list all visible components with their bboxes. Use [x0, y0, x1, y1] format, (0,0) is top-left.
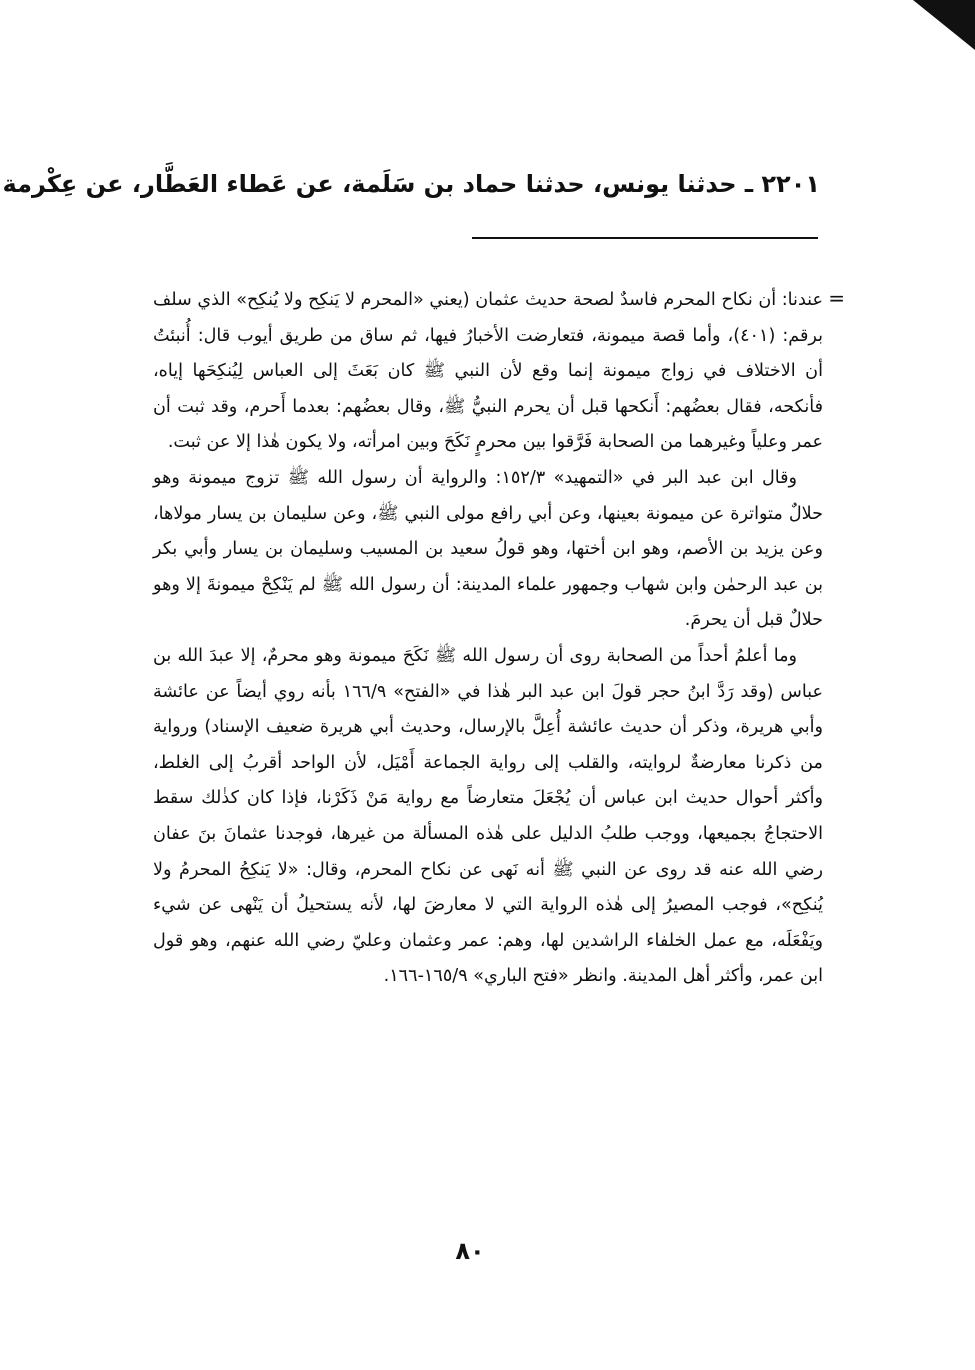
footnote-paragraph-3: وما أعلمُ أحداً من الصحابة روى أن رسول الله ﷺ نَكَحَ ميمونة وهو محرمٌ، إلا عبدَ الله بن عباس (وقد رَدَّ ابنُ حجر قولَ ابن عبد البر هٰذا في «الفتح» ١٦٦/٩ بأنه روي أيضاً عن عائشة وأبي هريرة، وذكر أن حديث عائشة أُعِلَّ بالإرسال، وحديث أبي هريرة ضعيف الإسناد) ورواية من ذكرنا معارضةٌ لروايته، والقلب إلى رواية الجماعة أَمْيَل، لأن الواحد أقربُ إلى الغلط، وأكثر أحوال حديث ابن عباس أن يُجْعَلَ متعارضاً مع رواية مَنْ ذَكَرْنا، فإذا كان كذٰلك سقط الاحتجاجُ بجميعها، ووجب طلبُ الدليل على هٰذه المسألة من غيرها، فوجدنا عثمانَ بنَ عفان رضي الله عنه قد روى عن النبي ﷺ أنه نَهى عن نكاح المحرم، وقال: «لا يَنكِحُ المحرمُ ولا يُنكِح»، فوجب المصيرُ إلى هٰذه الرواية التي لا معارضَ لها، لأنه يستحيلُ أن يَنْهى عن شيء ويَفْعَلَه، مع عمل الخلفاء الراشدين لها، وهم: عمر وعثمان وعليّ رضي الله عنهم، وهو قول ابن عمر، وأكثر أهل المدينة. وانظر «فتح الباري» ١٦٥/٩-١٦٦. — [153, 645, 823, 987]
footnote-body — [153, 283, 845, 995]
footnote-paragraph-2: وقال ابن عبد البر في «التمهيد» ١٥٢/٣: والرواية أن رسول الله ﷺ تزوج ميمونة وهو حلالٌ متواترة عن ميمونة بعينها، وعن أبي رافع مولى النبي ﷺ، وعن سليمان بن يسار مولاها، وعن يزيد بن الأصم، وهو ابن أختها، وهو قولُ سعيد بن المسيب وسليمان بن يسار وأبي بكر بن عبد الرحمٰن وابن شهاب وجمهور علماء المدينة: أن رسول الله ﷺ لم يَنْكِحْ ميمونةَ إلا وهو حلالٌ قبل أن يحرمَ. — [153, 467, 823, 631]
footnote-divider — [472, 237, 818, 239]
continuation-mark: = — [828, 286, 845, 310]
page-corner-triangle — [913, 0, 975, 50]
footnote-paragraph-1: عندنا: أن نكاح المحرم فاسدٌ لصحة حديث عثمان (يعني «المحرم لا يَنكِح ولا يُنكِح» الذي سلف برقم: (٤٠١)، وأما قصة ميمونة، فتعارضت الأخبارُ فيها، ثم ساق من طريق أيوب قال: أُنبئتُ أن الاختلاف في زواج ميمونة إنما وقع لأن النبي ﷺ كان بَعَثَ إلى العباس لِيُنكِحَها إياه، فأنكحه، فقال بعضُهم: أَنكحها قبل أن يحرم النبيُّ ﷺ، وقال بعضُهم: بعدما أَحرم، وقد ثبت أن عمر وعلياً وغيرهما من الصحابة فَرَّقوا بين محرمٍ نَكَحَ وبين امرأته، ولا يكون هٰذا إلا عن ثبت. — [153, 290, 823, 453]
page-number: ٨٠ — [455, 1237, 485, 1265]
hadith-heading: ٢٢٠١ ـ حدثنا يونس، حدثنا حماد بن سَلَمة، عن عَطاء العَطَّار، عن عِكْرمة — [2, 170, 820, 198]
